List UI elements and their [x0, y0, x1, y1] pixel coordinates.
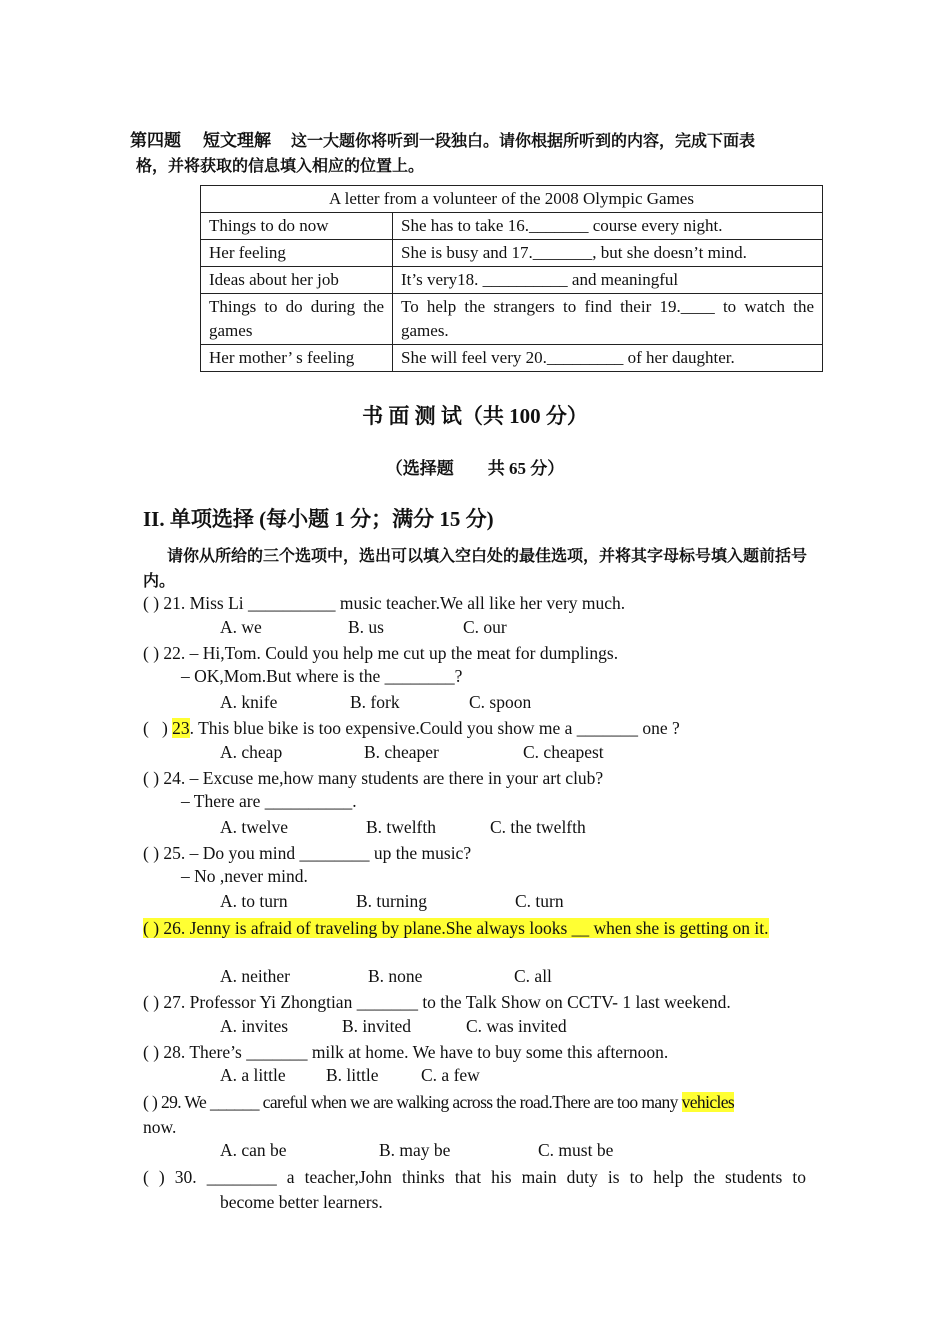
row-content: To help the strangers to find their 19.____ to watch the games. [393, 294, 823, 345]
question-26: ( ) 26. Jenny is afraid of traveling by plane.She always looks __ when she is getting on it. [143, 918, 769, 938]
choice-subtitle: （选择题 共 65 分） [385, 459, 565, 478]
option-b: B. fork [350, 692, 400, 712]
option-a: A. cheap [220, 742, 283, 762]
option-c: C. turn [515, 891, 564, 911]
question-21: ( ) 21. Miss Li __________ music teacher.We all like her very much. [143, 593, 626, 613]
question-22: ( ) 22. – Hi,Tom. Could you help me cut up the meat for dumplings. [143, 643, 619, 663]
option-b: B. little [326, 1065, 379, 1085]
option-c: C. our [463, 617, 507, 637]
part4-label: 第四题 [130, 131, 181, 150]
option-a: A. a little [220, 1065, 286, 1085]
row-content: She has to take 16._______ course every night. [393, 213, 823, 240]
option-c: C. a few [421, 1065, 480, 1085]
row-content: It’s very18. __________ and meaningful [393, 267, 823, 294]
question-22-reply: – OK,Mom.But where is the ________? [181, 666, 463, 686]
option-c: C. cheapest [523, 742, 604, 762]
option-a: A. we [220, 617, 262, 637]
option-c: C. spoon [469, 692, 532, 712]
highlighted-word: vehicles [681, 1092, 735, 1112]
table-row [201, 294, 823, 345]
question-25: ( ) 25. – Do you mind ________ up the music? [143, 843, 472, 863]
option-b: B. invited [342, 1016, 412, 1036]
option-a: A. invites [220, 1016, 289, 1036]
option-b: B. turning [356, 891, 427, 911]
option-a: A. knife [220, 692, 278, 712]
question-25-reply: – No ,never mind. [181, 866, 308, 886]
question-27: ( ) 27. Professor Yi Zhongtian _______ to the Talk Show on CCTV- 1 last weekend. [143, 992, 731, 1012]
question-24: ( ) 24. – Excuse me,how many students are there in your art club? [143, 768, 604, 788]
section2-title: II. 单项选择 (每小题 1 分；满分 15 分) [143, 507, 494, 531]
row-label: Things to do during the games [201, 294, 393, 345]
option-b: B. none [368, 966, 423, 986]
option-b: B. us [348, 617, 384, 637]
table-row [201, 213, 823, 240]
option-a: A. neither [220, 966, 290, 986]
part4-instruction-line2: 格，并将获取的信息填入相应的位置上。 [136, 158, 425, 175]
question-24-reply: – There are __________. [181, 791, 357, 811]
section2-instruction: 请你从所给的三个选项中，选出可以填入空白处的最佳选项，并将其字母标号填入题前括号内。 [143, 548, 808, 590]
option-a: A. to turn [220, 891, 288, 911]
letter-table [200, 185, 823, 372]
question-30-cont: become better learners. [220, 1192, 383, 1212]
part4-instruction [130, 128, 820, 179]
table-row [201, 267, 823, 294]
written-test-title: 书 面 测 试（共 100 分） [362, 404, 588, 428]
question-23: ( ) 23. This blue bike is too expensive.Could you show me a _______ one ? [143, 718, 680, 738]
table-row [201, 345, 823, 372]
row-label: Ideas about her job [201, 267, 393, 294]
table-row [201, 240, 823, 267]
option-b: B. may be [379, 1140, 451, 1160]
option-c: C. all [514, 966, 552, 986]
letter-table-title: A letter from a volunteer of the 2008 Olympic Games [201, 186, 823, 213]
row-content: She will feel very 20._________ of her daughter. [393, 345, 823, 372]
question-29: ( ) 29. We ______ careful when we are walking across the road.There are too many vehicles [143, 1092, 735, 1112]
question-29-cont: now. [143, 1117, 177, 1137]
option-c: C. the twelfth [490, 817, 586, 837]
row-label: Things to do now [201, 213, 393, 240]
part4-instruction-line1: 这一大题你将听到一段独白。请你根据所听到的内容，完成下面表 [291, 133, 756, 150]
question-28: ( ) 28. There’s _______ milk at home. We have to buy some this afternoon. [143, 1042, 669, 1062]
option-a: A. can be [220, 1140, 287, 1160]
row-label: Her feeling [201, 240, 393, 267]
row-label: Her mother’ s feeling [201, 345, 393, 372]
option-b: B. cheaper [364, 742, 439, 762]
option-b: B. twelfth [366, 817, 436, 837]
row-content: She is busy and 17._______, but she doesn’t mind. [393, 240, 823, 267]
question-30: ( ) 30. ________ a teacher,John thinks that his main duty is to help the students to [143, 1167, 806, 1187]
option-a: A. twelve [220, 817, 289, 837]
part4-title: 短文理解 [203, 131, 271, 150]
highlighted-number: 23 [172, 718, 190, 738]
option-c: C. must be [538, 1140, 614, 1160]
option-c: C. was invited [466, 1016, 567, 1036]
